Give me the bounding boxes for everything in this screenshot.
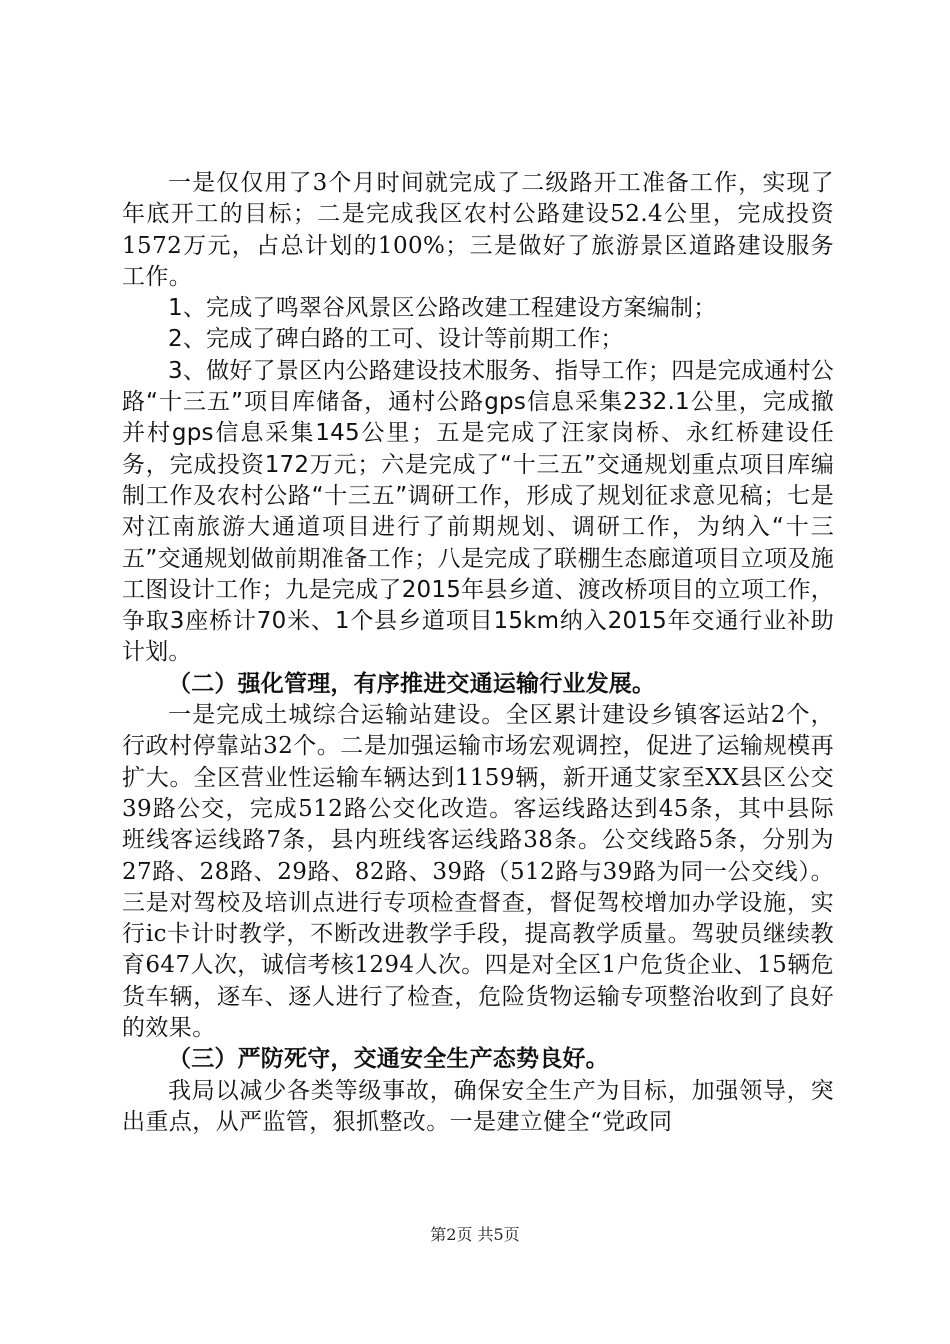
paragraph-results-summary: 一是仅仅用了3个月时间就完成了二级路开工准备工作，实现了年底开工的目标；二是完成我区农村公路建设52.4公里，完成投资1572万元，占总计划的100%；三是做好了旅游景区道路建设服务工作。 [122,170,834,290]
list-item-scenic-road-plan: 1、完成了鸣翠谷风景区公路改建工程建设方案编制； [168,295,717,322]
paragraph-safety-production: 我局以减少各类等级事故，确保安全生产为目标，加强领导，突出重点，从严监管，狠抓整改。一是建立健全“党政同 [122,1077,834,1135]
page-footer: 第2页 共5页 [430,1225,520,1244]
paragraph-transport-industry: 一是完成土城综合运输站建设。全区累计建设乡镇客运站2个，行政村停靠站32个。二是加强运输市场宏观调控，促进了运输规模再扩大。全区营业性运输车辆达到1159辆，新开通艾家至XX县区公交39路公交，完成512路公交化改造。客运线路达到45条，其中县际班线客运线路7条，县内班线客运线路38条。公交线路5条，分别为27路、28路、29路、82路、39路（512路与39路为同一公交线）。三是对驾校及培训点进行专项检查督查，督促驾校增加办学设施，实行ic卡计时教学，不断改进教学手段，提高教学质量。驾驶员继续教育647人次，诚信考核1294人次。四是对全区1户危货企业、15辆危货车辆，逐车、逐人进行了检查，危险货物运输专项整治收到了良好的效果。 [122,702,834,1042]
section-heading-safety: （三）严防死守，交通安全生产态势良好。 [168,1046,609,1073]
list-item-scenic-road-service: 3、做好了景区内公路建设技术服务、指导工作；四是完成通村公路“十三五”项目库储备，通村公路gps信息采集232.1公里，完成撤并村gps信息采集145公里；五是完成了汪家岗桥、永红桥建设任务，完成投资172万元；六是完成了“十三五”交通规划重点项目库编制工作及农村公路“十三五”调研工作，形成了规划征求意见稿；七是对江南旅游大通道项目进行了前期规划、调研工作，为纳入“十三五”交通规划做前期准备工作；八是完成了联棚生态廊道项目立项及施工图设计工作；九是完成了2015年县乡道、渡改桥项目的立项工作，争取3座桥计70米、1个县乡道项目15km纳入2015年交通行业补助计划。 [122,357,834,666]
list-item-beibai-road: 2、完成了碑白路的工可、设计等前期工作； [168,326,624,353]
section-heading-management: （二）强化管理，有序推进交通运输行业发展。 [168,670,656,697]
document-body [122,168,834,1138]
